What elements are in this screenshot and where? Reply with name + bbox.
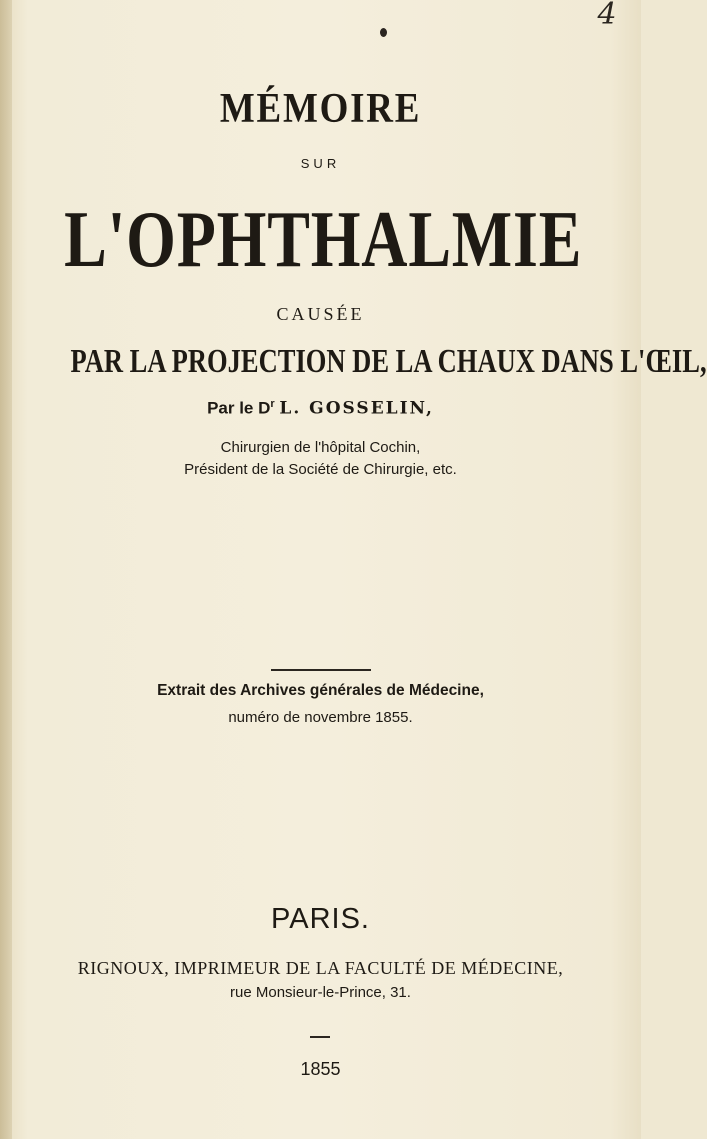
imprint-city: PARIS. xyxy=(271,903,370,935)
author-degree: r xyxy=(270,398,275,410)
handwritten-page-mark: 4 xyxy=(597,0,617,32)
ink-dot xyxy=(380,28,387,37)
divider-rule xyxy=(271,669,371,671)
imprint-year: 1855 xyxy=(300,1059,341,1079)
author-affiliation-2: Président de la Société de Chirurgie, etc. xyxy=(184,461,457,478)
subtitle: PAR LA PROJECTION DE LA CHAUX DANS L'ŒIL, xyxy=(70,343,707,380)
title-connector: SUR xyxy=(300,156,341,171)
author-line xyxy=(0,393,641,420)
extract-issue: numéro de novembre 1855. xyxy=(228,709,413,726)
title-memoire: MÉMOIRE xyxy=(219,86,422,132)
author-affiliation-1: Chirurgien de l'hôpital Cochin, xyxy=(220,439,421,456)
author-name: L. GOSSELIN, xyxy=(279,398,434,419)
main-title: L'OPHTHALMIE xyxy=(64,196,583,284)
author-prefix: Par le D xyxy=(207,398,271,418)
title-causee: CAUSÉE xyxy=(276,304,365,324)
extract-source: Extrait des Archives générales de Médecine, xyxy=(157,682,484,699)
imprint-printer: RIGNOUX, IMPRIMEUR DE LA FACULTÉ DE MÉDECINE, xyxy=(77,958,564,978)
imprint-address: rue Monsieur-le-Prince, 31. xyxy=(230,984,411,1001)
year-rule xyxy=(310,1036,330,1038)
